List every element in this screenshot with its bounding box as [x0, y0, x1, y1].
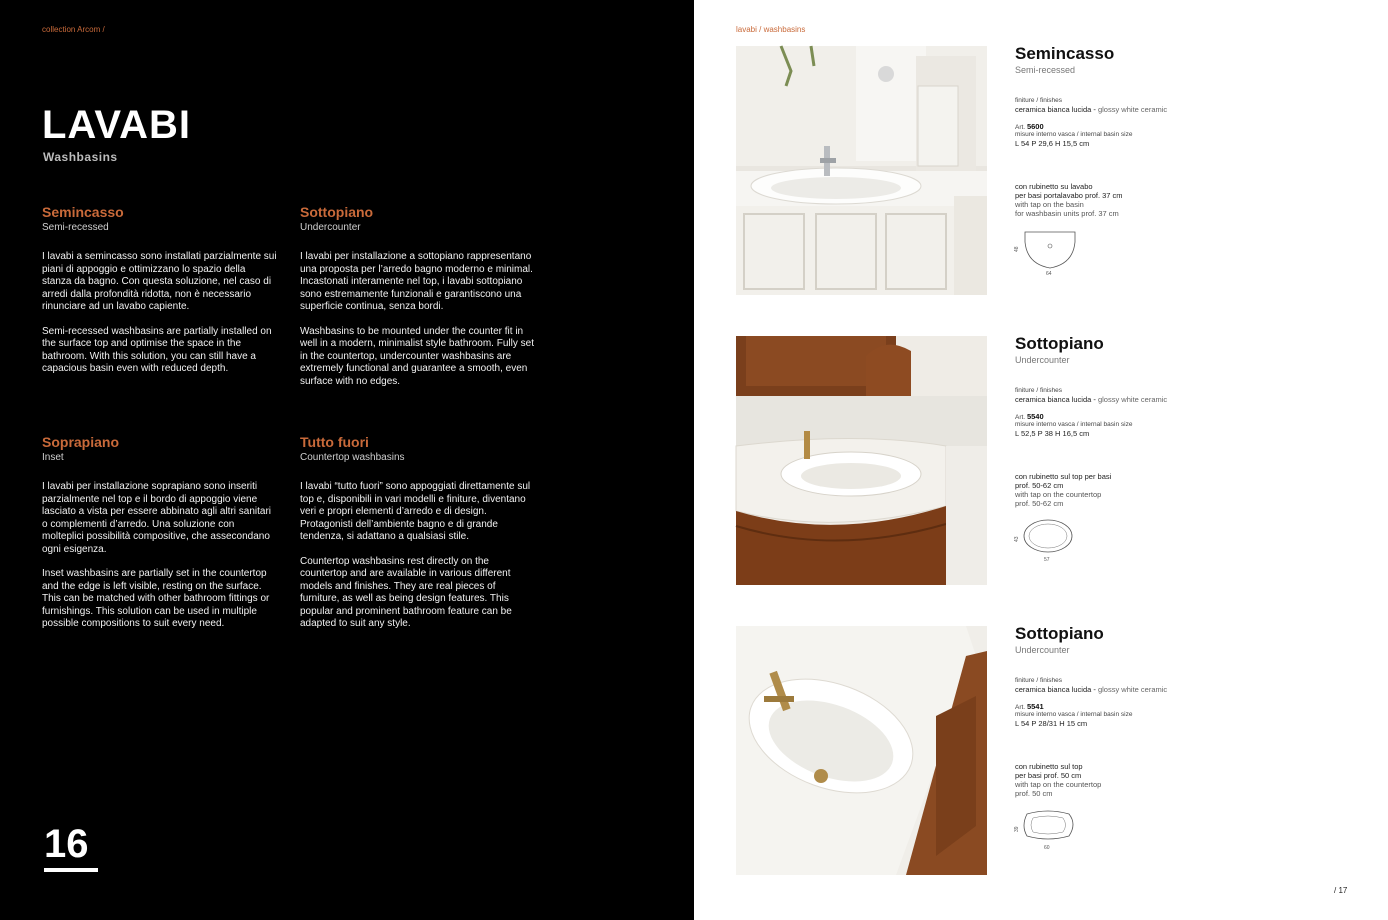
section-heading: Semincasso — [42, 204, 124, 220]
size-label: misure interno vasca / internal basin size — [1015, 131, 1133, 138]
washbasin-photo-1 — [736, 46, 987, 295]
product-photo-sottopiano-5540 — [736, 336, 987, 585]
section-heading: Tutto fuori — [300, 434, 369, 450]
washbasin-photo-3 — [736, 626, 987, 875]
svg-text:64: 64 — [1046, 271, 1052, 277]
section-sub: Undercounter — [300, 222, 361, 233]
section-text-it: I lavabi “tutto fuori” sono appoggiati direttamente sul top e, disponibili in vari modelli e finiture, diventano veri e propri elementi d’arredo e di design. Protagonisti dell’ambiente bagno e di grande tendenza, si adattano a qualsiasi stile. — [300, 481, 531, 542]
product-subtitle: Undercounter — [1015, 645, 1070, 655]
section-text-it: I lavabi a semincasso sono installati parzialmente sui piani di appoggio e ottimizzano lo spazio della stanza da bagno. Con questa soluzione, nel caso di arredi dalla profondità ridotta, non è necessario rinunciare ad un lavabo capiente. — [42, 251, 277, 312]
tap-info: con rubinetto sul top per basi prof. 50-62 cm with tap on the countertop prof. 50-62 cm — [1015, 472, 1112, 508]
section-text-en: Washbasins to be mounted under the counter fit in well in a modern, minimalist style bathroom. Fully set in the countertop, undercounter washbasins are extremely functional and guarantee a smooth, even surface with no edges. — [300, 325, 534, 387]
finish-value: ceramica bianca lucida - glossy white ceramic — [1015, 685, 1168, 694]
article-code: Art. 5541 — [1015, 702, 1044, 711]
section-tutto-fuori — [300, 434, 535, 631]
section-text-en: Inset washbasins are partially set in the countertop and the edge is left visible, resting on the surface. This can be matched with other bathroom fittings or furnishings. This solution can be used in multiple possible compositions to suit every need. — [42, 568, 270, 629]
finish-label: finiture / finishes — [1015, 97, 1062, 104]
svg-text:57: 57 — [1044, 557, 1050, 563]
section-sub: Countertop washbasins — [300, 452, 405, 463]
page-number-underline — [44, 868, 98, 872]
product-subtitle: Semi-recessed — [1015, 65, 1076, 75]
product-info-5600 — [1015, 44, 1315, 281]
product-info-5541 — [1015, 624, 1315, 861]
section-semincasso — [42, 204, 277, 376]
product-title: Sottopiano — [1015, 334, 1104, 353]
svg-text:48: 48 — [1014, 246, 1020, 252]
section-text-en: Semi-recessed washbasins are partially installed on the surface top and optimise the space in the bathroom. With this solution, you can still have a capacious basin even with reduced depth. — [42, 325, 272, 374]
breadcrumb[interactable]: lavabi / washbasins — [736, 25, 806, 34]
product-photo-semincasso — [736, 46, 987, 295]
page-number-left: 16 — [44, 822, 89, 866]
page-subtitle: Washbasins — [43, 150, 118, 164]
article-code: Art. 5540 — [1015, 412, 1044, 421]
basin-drawing-icon — [1015, 224, 1085, 276]
section-sottopiano — [300, 204, 535, 388]
right-page — [694, 0, 1388, 920]
section-heading: Sottopiano — [300, 204, 374, 220]
page-title: LAVABI — [42, 103, 191, 147]
product-title: Semincasso — [1015, 44, 1115, 63]
section-text-en: Countertop washbasins rest directly on the countertop and are available in various different models and finishes. They are real pieces of furniture, as well as being design features. This popular and prominent bathroom feature can be adapted to suit any style. — [300, 555, 512, 629]
section-text-it: I lavabi per installazione a sottopiano rappresentano una proposta per l’arredo bagno moderno e minimal. Incastonati interamente nel top, i lavabi sottopiano sono estremamente funzionali e garantiscono una superficie continua, senza bordi. — [300, 251, 533, 312]
section-sub: Semi-recessed — [42, 222, 109, 233]
finish-label: finiture / finishes — [1015, 677, 1062, 684]
section-heading: Soprapiano — [42, 434, 120, 450]
breadcrumb[interactable]: collection Arcom / — [42, 25, 105, 34]
size-value: L 54 P 28/31 H 15 cm — [1015, 719, 1088, 728]
svg-text:43: 43 — [1014, 536, 1020, 542]
product-info-5540 — [1015, 334, 1315, 571]
section-sub: Inset — [42, 452, 64, 463]
section-soprapiano — [42, 434, 277, 631]
product-photo-sottopiano-5541 — [736, 626, 987, 875]
section-text-it: I lavabi per installazione soprapiano sono inseriti parzialmente nel top e il bordo di appoggio viene lasciato a vista per essere abbinato agli altri sanitari o complementi d’arredo. Una soluzione con molteplici possibilità compositive, che assecondano ogni esigenza. — [42, 481, 272, 555]
basin-drawing-icon — [1015, 804, 1085, 856]
size-value: L 52,5 P 38 H 16,5 cm — [1015, 429, 1090, 438]
product-title: Sottopiano — [1015, 624, 1104, 643]
page-number-right: / 17 — [1334, 886, 1348, 895]
svg-text:60: 60 — [1044, 845, 1050, 851]
tap-info: con rubinetto sul top per basi prof. 50 cm with tap on the countertop prof. 50 cm — [1015, 762, 1102, 798]
basin-drawing-icon — [1015, 514, 1085, 566]
size-label: misure interno vasca / internal basin size — [1015, 711, 1133, 718]
svg-text:39: 39 — [1014, 826, 1020, 832]
tap-info: con rubinetto su lavabo per basi portalavabo prof. 37 cm with tap on the basin for washbasin units prof. 37 cm — [1015, 182, 1123, 218]
finish-value: ceramica bianca lucida - glossy white ceramic — [1015, 395, 1168, 404]
product-subtitle: Undercounter — [1015, 355, 1070, 365]
size-value: L 54 P 29,6 H 15,5 cm — [1015, 139, 1090, 148]
washbasin-photo-2 — [736, 336, 987, 585]
size-label: misure interno vasca / internal basin size — [1015, 421, 1133, 428]
finish-value: ceramica bianca lucida - glossy white ceramic — [1015, 105, 1168, 114]
finish-label: finiture / finishes — [1015, 387, 1062, 394]
article-code: Art. 5600 — [1015, 122, 1044, 131]
